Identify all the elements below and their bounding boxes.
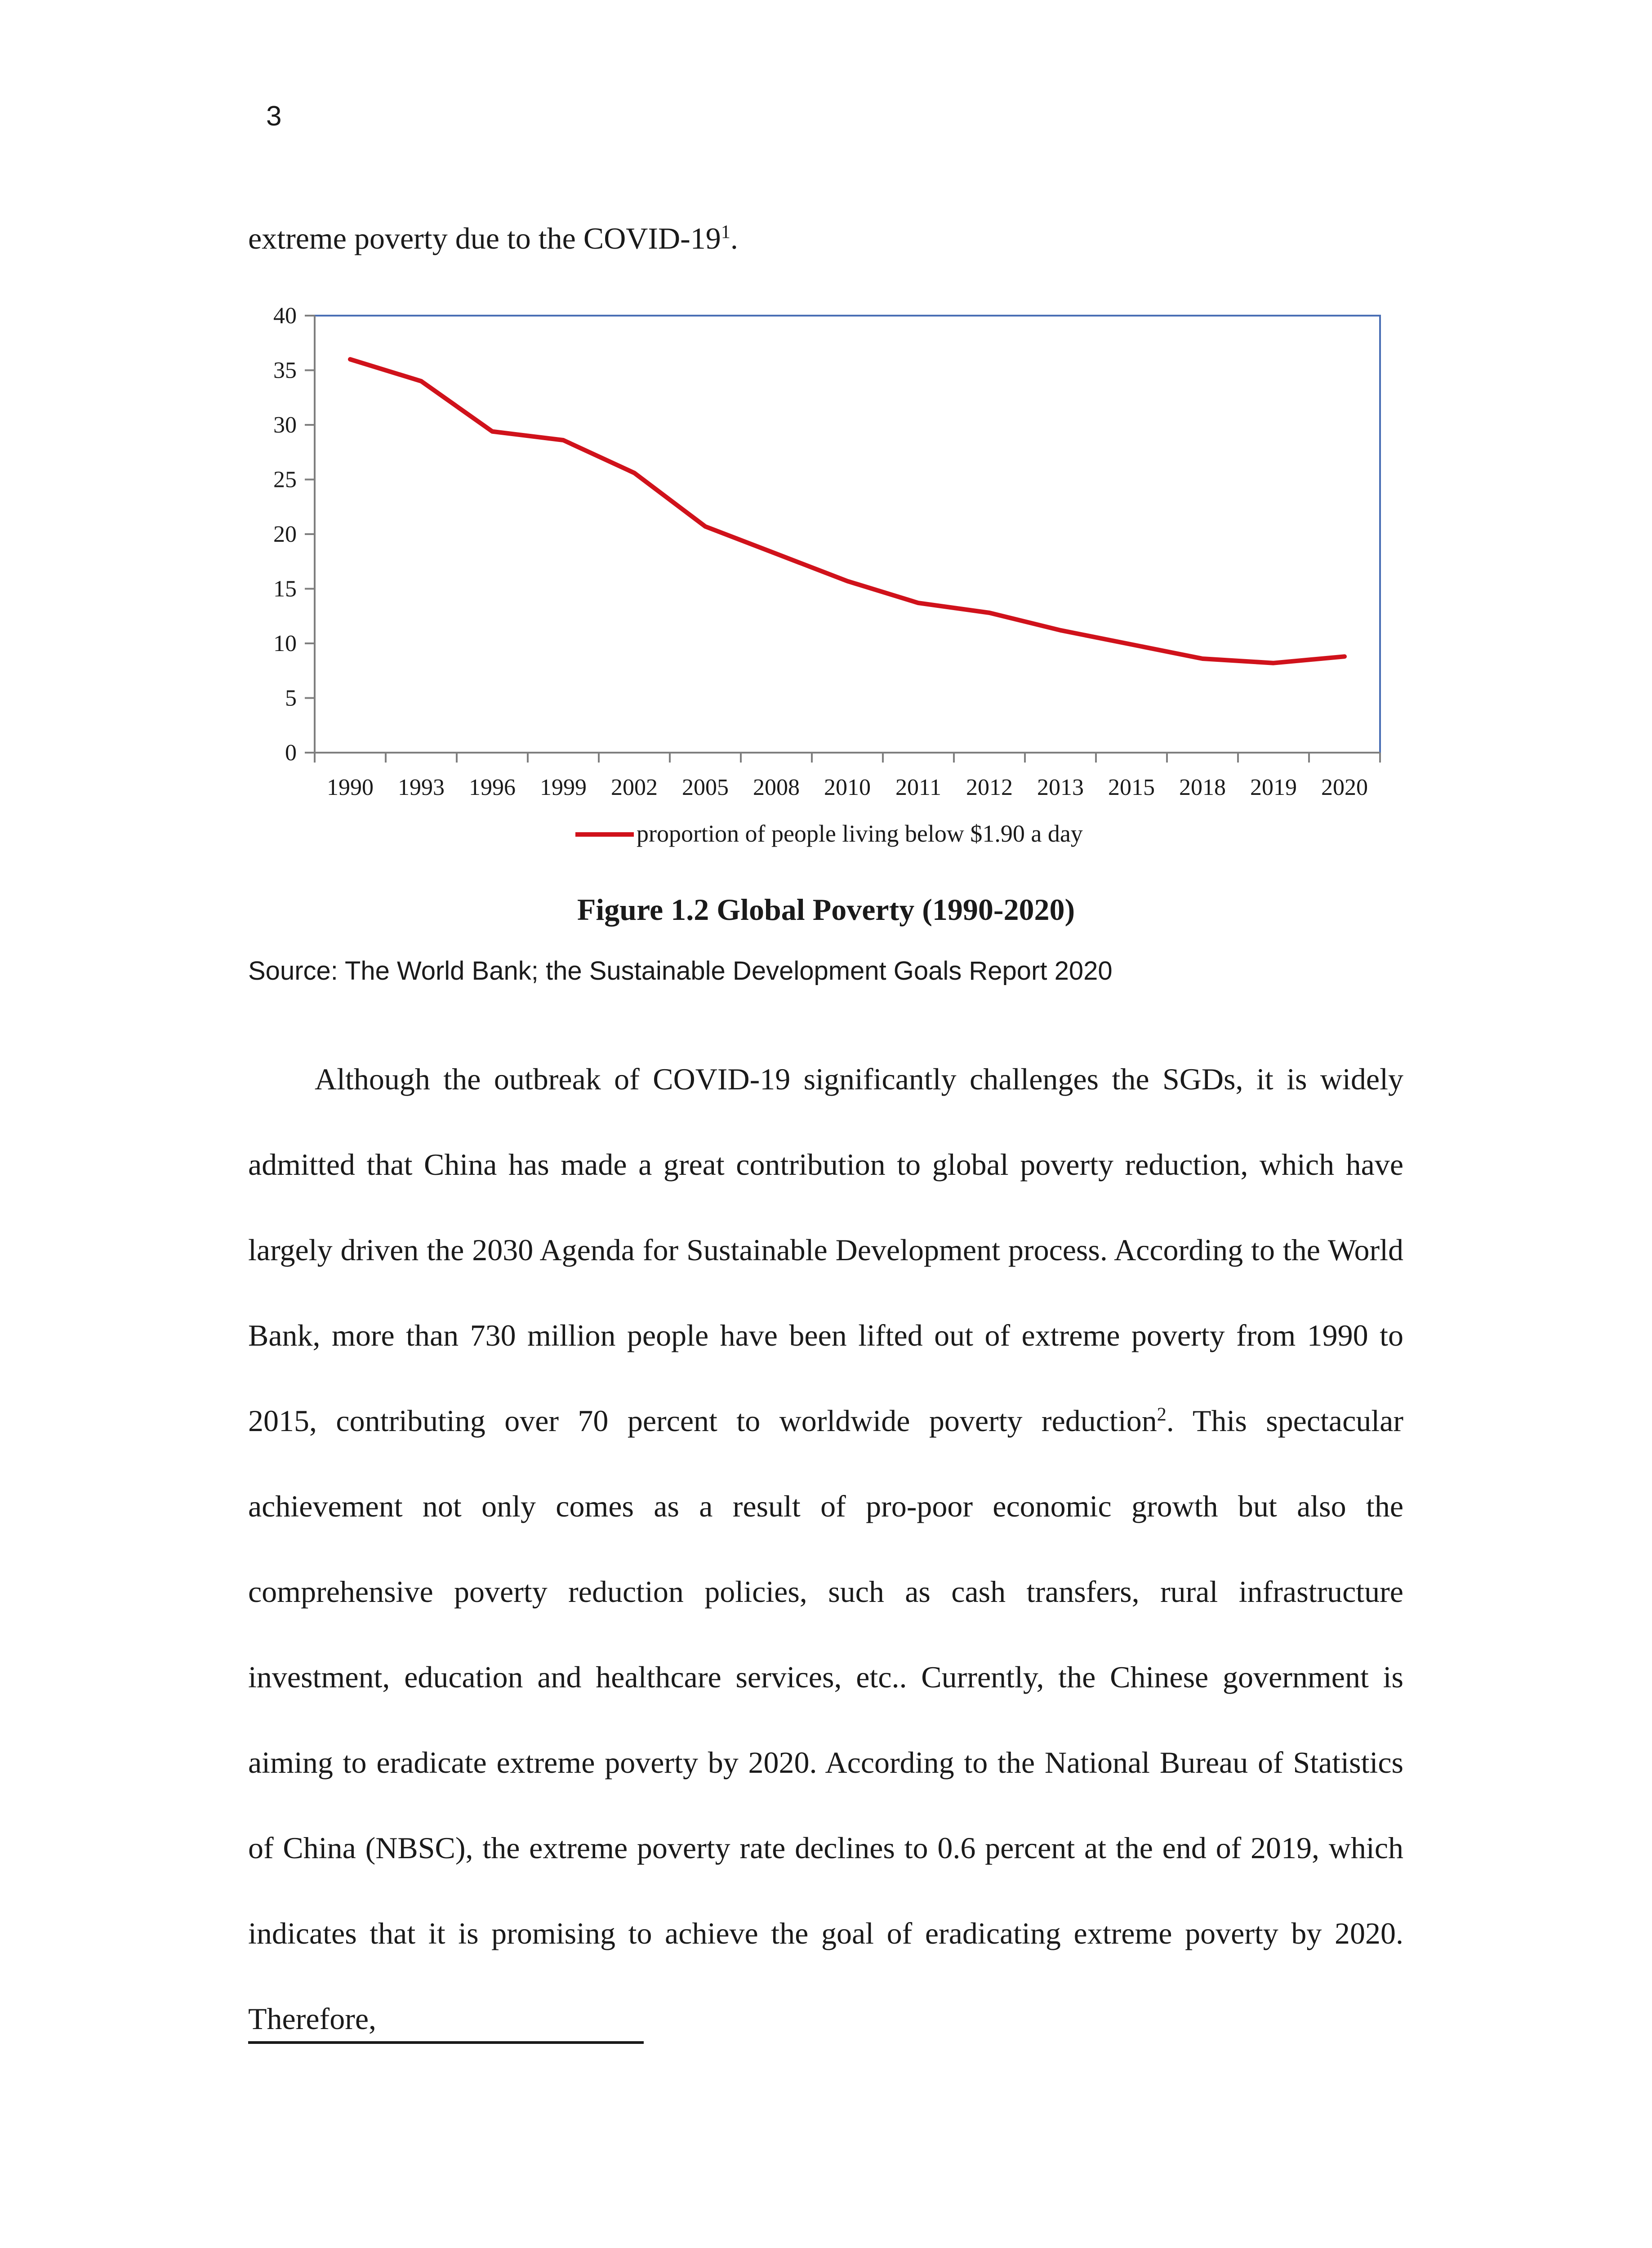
y-tick-label: 15 [273,576,297,602]
x-tick-label: 2002 [611,775,658,800]
data-point [633,472,636,474]
series-line [350,359,1345,663]
data-point [420,380,423,383]
y-tick-label: 25 [273,467,297,493]
data-point [1130,643,1133,646]
body-text-part2: . This spectacular achievement not only comes as a result of pro-poor economic growth but also the comprehensive poverty reduction policies, such as cash transfers, rural infrastructure investment, education and healthcare services, etc.. Currently, the Chinese government is aiming to eradicate extreme poverty by 2020. According to the National Bureau of Statistics of China (NBSC), the extreme poverty rate declines to 0.6 percent at the end of 2019, which indicates that it is promising to achieve the goal of eradicating extreme poverty by 2020. Therefore, [248,1404,1403,2036]
x-tick-label: 2008 [753,775,800,800]
body-paragraph [248,1036,1403,2061]
footnote-separator [248,2041,644,2044]
poverty-line-chart [243,297,1403,877]
intro-text: extreme poverty due to the COVID-19 [248,221,721,255]
x-tick-label: 2015 [1108,775,1155,800]
x-tick-label: 2011 [895,775,942,800]
data-point [1343,655,1346,658]
data-point [917,602,920,604]
x-tick-label: 2005 [682,775,729,800]
data-point [1059,629,1062,632]
figure-source: Source: The World Bank; the Sustainable Development Goals Report 2020 [248,956,1113,986]
y-tick-label: 20 [273,522,297,547]
page-number-header: 3 [266,101,282,132]
data-point [562,439,565,442]
y-tick-label: 40 [273,303,297,329]
x-tick-label: 1996 [469,775,516,800]
chart-svg [243,297,1403,877]
y-tick-label: 30 [273,412,297,438]
data-point [1201,657,1204,660]
intro-trailing: . [730,221,738,255]
data-point [704,525,707,528]
legend-label: proportion of people living below $1.90 a day [637,820,1083,847]
x-tick-label: 1993 [398,775,445,800]
y-tick-label: 5 [285,685,297,711]
data-point [775,553,778,555]
x-tick-label: 2020 [1321,775,1368,800]
x-tick-label: 2013 [1037,775,1084,800]
x-tick-label: 1990 [327,775,374,800]
body-text-part1: Although the outbreak of COVID-19 significantly challenges the SGDs, it is widely admitted that China has made a great contribution to global poverty reduction, which have largely driven the 2030 Agenda for Sustainable Development process. According to the World Bank, more than 730 million people have been lifted out of extreme poverty from 1990 to 2015, contributing over 70 percent to worldwide poverty reduction [248,1062,1403,1438]
footnote-ref-2: 2 [1157,1404,1167,1425]
data-point [1272,662,1275,665]
plot-frame [315,316,1380,753]
data-point [491,430,494,433]
x-tick-label: 2010 [824,775,871,800]
x-tick-label: 2019 [1250,775,1297,800]
data-point [988,611,991,614]
y-tick-label: 0 [285,740,297,766]
footnote-ref: 1 [721,222,730,243]
y-tick-label: 10 [273,631,297,656]
x-tick-label: 1999 [540,775,587,800]
x-tick-label: 2018 [1179,775,1226,800]
y-tick-label: 35 [273,357,297,384]
data-point [846,580,849,582]
figure-caption: Figure 1.2 Global Poverty (1990-2020) [577,892,1075,927]
x-tick-label: 2012 [966,775,1013,800]
intro-line [248,220,738,257]
data-point [349,358,352,361]
